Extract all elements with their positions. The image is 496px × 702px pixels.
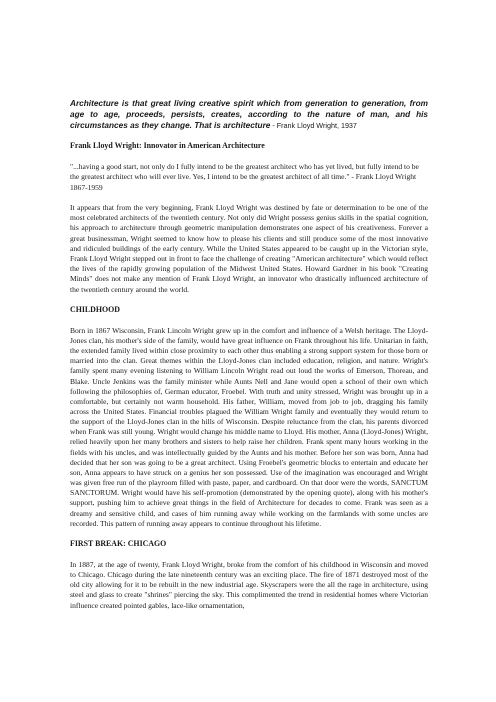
section-body-chicago: In 1887, at the age of twenty, Frank Lloyd Wright, broke from the comfort of his childhood in Wisconsin and moved to Chicago. Chicago during the late nineteenth century was an exciting place. The fire of 1871 destroyed most of the old city allowing for it to be rebuilt in the new industrial age. Skyscrapers were the all the rage in architecture, using steel and glass to create "shrines" piercing the sky. This complimented the trend in residential homes where Victorian influence created pointed gables, lace-like ornamentation, <box>70 559 428 610</box>
epigraph-quote: Architecture is that great living creative spirit which from generation to generation, from age to age, proceeds, persists, creates, according to the nature of man, and his circumstances as they change. That is architecture <box>70 99 428 131</box>
document-page <box>70 98 428 621</box>
section-heading-childhood: CHILDHOOD <box>70 304 120 314</box>
document-title: Frank Lloyd Wright: Innovator in American Architecture <box>70 141 265 151</box>
intro-paragraph: It appears that from the very beginning, Frank Lloyd Wright was destined by fate or determination to be one of the most celebrated architects of the twentieth century. Not only did Wright possess genius skills in the spatial cognition, his approach to architecture through geometric manipulation demonstrates one aspect of his creativeness. Forever a great businessman, Wright seemed to know how to please his clients and still produce some of the most innovative and ridiculed buildings of the early century. While the United States appeared to be caught up in the Victorian style, Frank Lloyd Wright stepped out in front to face the challenge of creating "American architecture" which would reflect the lives of the rapidly growing population of the Midwest United States. Howard Gardner in his book "Creating Minds" does not make any mention of Frank Lloyd Wright, an innovator who drastically influenced architecture of the twentieth century around the world. <box>70 202 428 294</box>
section-heading-chicago: FIRST BREAK: CHICAGO <box>70 538 167 548</box>
epigraph <box>70 98 428 131</box>
epigraph-attribution: - Frank Lloyd Wright, 1937 <box>270 121 357 131</box>
section-body-childhood: Born in 1867 Wisconsin, Frank Lincoln Wright grew up in the comfort and influence of a Welsh heritage. The Lloyd-Jones clan, his mother's side of the family, would have great influence on Frank throughout his life. Unitarian in faith, the extended family lived within close proximity to each other thus enabling a strong support system for those born or married into the clan. Great themes within the Lloyd-Jones clan included education, religion, and nature. Wright's family spent many evening listening to William Lincoln Wright read out loud the works of Emerson, Thoreau, and Blake. Uncle Jenkins was the family minister while Aunts Nell and Jane would open a school of their own which following the philosophies of, German educator, Froebel. With truth and unity stressed, Wright was brought up in a comfortable, but certainly not warm household. His father, William, moved from job to job, dragging his family across the United States. Financial troubles plagued the William Wright family and eventually they would return to the support of the Lloyd-Jones clan in the hills of Wisconsin. Despite reluctance from the clan, his parents divorced when Frank was still young. Wright would change his middle name to Lloyd. His mother, Anna (Lloyd-Jones) Wright, relied heavily upon her many brothers and sisters to help raise her children. Frank spent many hours working in the fields with his uncles, and was intellectually guided by the Aunts and his mother. Before her son was born, Anna had decided that her son was going to be a great architect. Using Froebel's geometric blocks to entertain and educate her son, Anna appears to have struck on a genius her son possessed. Use of the imagination was encouraged and Wright was given free run of the playroom filled with paste, paper, and cardboard. On that door were the words, SANCTUM SANCTORUM. Wright would have his self-promotion (demonstrated by the opening quote), along with his mother's support, pushing him to achieve great things in the field of Architecture for decades to come. Frank was seen as a dreamy and sensitive child, and cases of him running away while working on the farmlands with some uncles are recorded. This pattern of running away appears to continue throughout his lifetime. <box>70 325 428 528</box>
intro-quote: "...having a good start, not only do I fully intend to be the greatest architect who has yet lived, but fully intend to be the greatest architect who will ever live. Yes, I intend to be the greatest architect of all time." - Frank Lloyd Wright 1867-1959 <box>70 162 419 192</box>
